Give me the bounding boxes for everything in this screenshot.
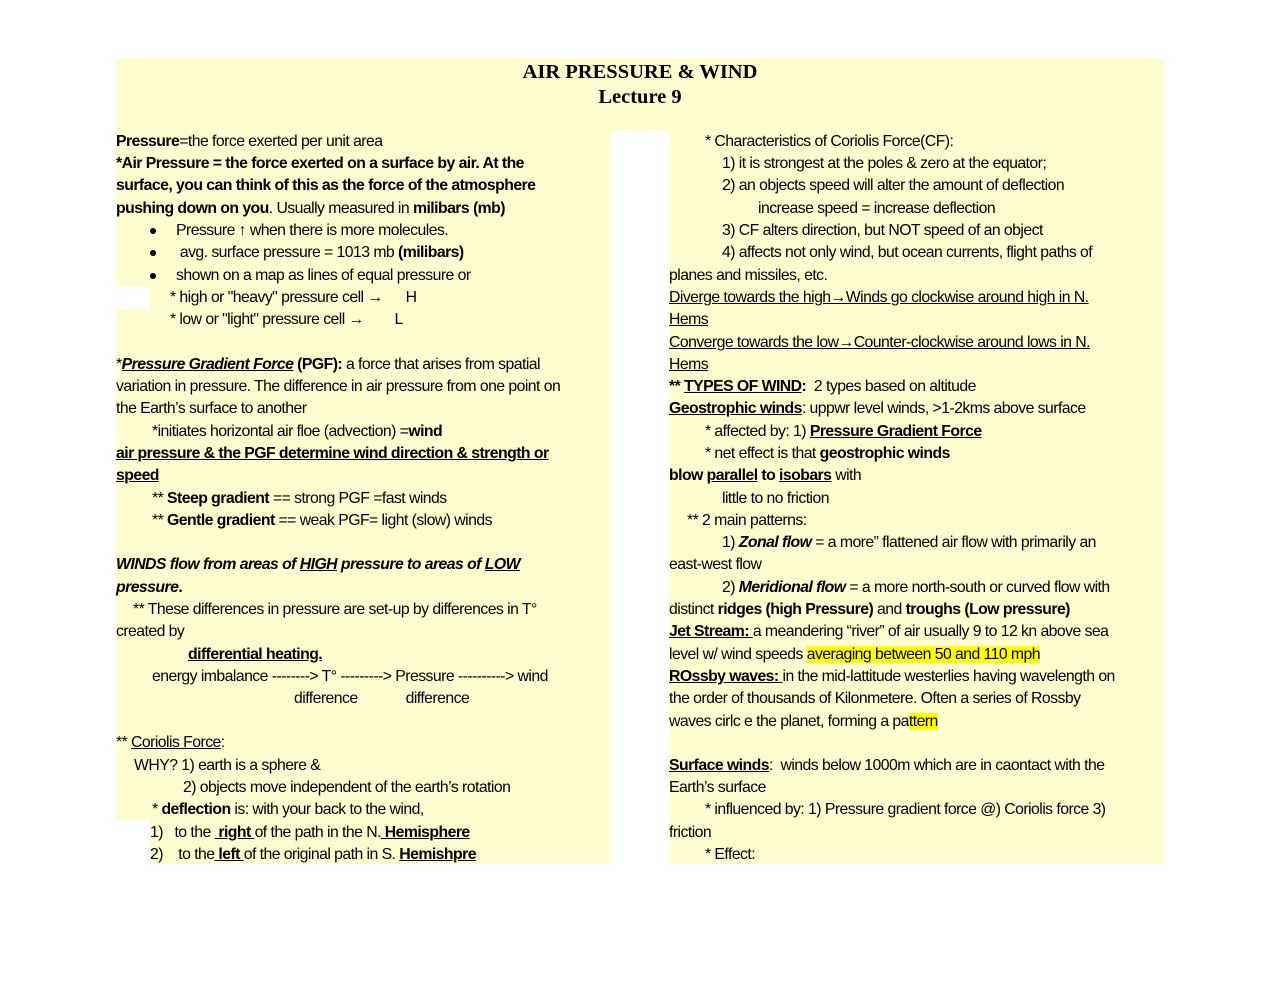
text: == strong PGF =fast winds	[269, 490, 447, 507]
list-item	[150, 844, 611, 866]
line: WHY? 1) earth is a sphere &	[134, 757, 321, 774]
line: 1) it is strongest at the poles & zero at the equator;	[722, 155, 1047, 172]
text: = a more” flattened air flow with primarily an	[811, 534, 1096, 551]
text: difference	[405, 690, 470, 707]
line: 3) CF alters direction, but NOT speed of an object	[722, 222, 1043, 239]
text: pressure	[116, 579, 179, 596]
line: 2) objects move independent of the earth’s rotation	[183, 779, 511, 796]
text: 2) to the	[150, 846, 215, 863]
text: difference	[294, 690, 358, 707]
text: milibars (mb)	[412, 200, 505, 217]
line	[669, 287, 1164, 309]
text: = a more north-south or curved flow with	[845, 579, 1110, 596]
line: 4) affects not only wind, but ocean currents, flight paths of	[722, 244, 1093, 261]
text: avg. surface pressure = 1013 mb	[176, 244, 399, 261]
document-header	[116, 58, 1164, 131]
line: * influenced by: 1) Pressure gradient force @) Coriolis force 3)	[705, 801, 1106, 818]
line	[705, 421, 1164, 443]
bullet-icon	[150, 250, 156, 256]
bullet-item	[150, 220, 611, 242]
line	[116, 732, 611, 754]
term-surface-winds: Surface winds	[669, 757, 769, 774]
text: LOW	[484, 556, 520, 573]
term-pgf: Pressure Gradient Force	[121, 356, 294, 373]
text: *	[116, 356, 122, 373]
term-pressure: Pressure	[116, 133, 180, 150]
text: == weak PGF= light (slow) winds	[274, 512, 492, 529]
text: **	[152, 490, 168, 507]
document-subtitle: Lecture 9	[598, 86, 682, 108]
text: * net effect is that	[705, 445, 820, 462]
left-column	[116, 131, 611, 864]
text: (PGF):	[293, 356, 343, 373]
line	[294, 688, 611, 710]
line	[669, 376, 1164, 398]
text: distinct	[669, 601, 718, 618]
line: increase speed = increase deflection	[758, 200, 996, 217]
text: Pressure Gradient Force	[809, 423, 982, 440]
line	[705, 443, 1164, 465]
text: waves cirlc e the planet, forming a pa	[669, 713, 909, 730]
text: level w/ wind speeds	[669, 646, 807, 663]
text: parallel	[706, 467, 758, 484]
line	[116, 198, 611, 220]
text: shown on a map as lines of equal pressure or	[176, 267, 471, 284]
text: =the force exerted per unit area	[179, 133, 383, 150]
line: Hems	[669, 356, 709, 373]
line	[669, 711, 1164, 733]
line: little to no friction	[722, 490, 829, 507]
text: isobars	[779, 467, 832, 484]
text: Steep gradient	[167, 490, 270, 507]
list-item	[150, 822, 611, 844]
line	[722, 577, 1164, 599]
text: Winds go clockwise around high in N.	[845, 289, 1089, 306]
text: *	[152, 801, 162, 818]
text: ridges (high Pressure)	[717, 601, 874, 618]
highlighted-text: ttern	[908, 713, 938, 730]
line: differential heating.	[188, 646, 323, 663]
line	[669, 465, 1164, 487]
margin-gap	[116, 820, 150, 864]
right-arrow-icon: →	[830, 289, 846, 306]
text: HIGH	[299, 556, 338, 573]
text: * high or "heavy" pressure cell	[170, 289, 368, 306]
text: deflection	[161, 801, 231, 818]
text: Diverge towards the high	[669, 289, 831, 306]
line: east-west flow	[669, 556, 762, 573]
text: a meandering “river” of air usually 9 to 12 kn above sea	[752, 623, 1109, 640]
text: left	[214, 846, 244, 863]
text: a force that arises from spatial	[342, 356, 540, 373]
line: 2) an objects speed will alter the amount of deflection	[722, 177, 1065, 194]
text: Hemisphere	[380, 824, 470, 841]
text: Pressure	[176, 222, 239, 239]
text: pushing down on you	[116, 200, 269, 217]
text: L	[363, 311, 403, 328]
line	[669, 332, 1164, 354]
line	[669, 644, 1164, 666]
line	[152, 488, 611, 510]
line: the Earth’s surface to another	[116, 400, 307, 417]
line: speed	[116, 467, 159, 484]
text: to	[757, 467, 780, 484]
bullet-icon	[150, 273, 156, 279]
line	[669, 599, 1164, 621]
bullet-icon	[150, 228, 156, 234]
text: Gentle gradient	[167, 512, 275, 529]
text: pressure to areas of	[337, 556, 485, 573]
text: :	[220, 734, 225, 751]
term-jet-stream: Jet Stream:	[669, 623, 753, 640]
line	[152, 799, 611, 821]
line: friction	[669, 824, 712, 841]
bullet-item	[150, 265, 611, 287]
margin-gap	[116, 287, 150, 309]
line	[669, 755, 1164, 777]
text: Hemishpre	[399, 846, 476, 863]
term-geostrophic: Geostrophic winds	[669, 400, 802, 417]
line	[669, 398, 1164, 420]
line: variation in pressure. The difference in air pressure from one point on	[116, 378, 561, 395]
text: 2 types based on altitude	[806, 378, 976, 395]
right-arrow-icon: →	[367, 289, 383, 306]
text: Zonal flow	[738, 534, 812, 551]
line: Hems	[669, 311, 709, 328]
text: in the mid-lattitude westerlies having wavelength on	[782, 668, 1115, 685]
line: Earth’s surface	[669, 779, 766, 796]
line	[722, 532, 1164, 554]
text: right	[214, 824, 255, 841]
line: *Air Pressure = the force exerted on a surface by air. At the	[116, 155, 524, 172]
text: TYPES OF WIND	[684, 378, 802, 395]
text: **	[669, 378, 685, 395]
line: created by	[116, 623, 185, 640]
text: with	[831, 467, 862, 484]
text: .	[178, 579, 183, 596]
line: * Characteristics of Coriolis Force(CF):	[705, 133, 954, 150]
line: surface, you can think of this as the force of the atmosphere	[116, 177, 536, 194]
text: *initiates horizontal air floe (advection) =	[152, 423, 409, 440]
text: geostrophic winds	[819, 445, 950, 462]
highlighted-text: averaging between 50 and 110 mph	[806, 646, 1041, 663]
line	[152, 421, 611, 443]
line: ** 2 main patterns:	[687, 512, 807, 529]
text: (milibars)	[398, 244, 464, 261]
line: air pressure & the PGF determine wind direction & strength or	[116, 445, 549, 462]
text: :	[801, 378, 807, 395]
term-coriolis: Coriolis Force	[131, 734, 221, 751]
line	[152, 510, 611, 532]
text: **	[116, 734, 132, 751]
line	[170, 309, 611, 331]
text: when there is more molecules.	[246, 222, 449, 239]
text: Meridional flow	[738, 579, 846, 596]
text: . Usually measured in	[268, 200, 413, 217]
text: WINDS flow from areas of	[116, 556, 300, 573]
text: 1)	[722, 534, 739, 551]
line: * Effect:	[705, 846, 756, 863]
line	[116, 554, 611, 576]
right-arrow-icon: →	[348, 311, 364, 328]
text: is: with your back to the wind,	[230, 801, 424, 818]
text: * affected by: 1)	[705, 423, 810, 440]
text: wind	[408, 423, 443, 440]
text: Counter-clockwise around lows in N.	[853, 334, 1090, 351]
text: of the path in the N.	[254, 824, 381, 841]
line	[669, 621, 1164, 643]
line	[116, 131, 611, 153]
text: **	[152, 512, 168, 529]
line: energy imbalance --------> T° ---------> Pressure ----------> wind	[152, 668, 548, 685]
right-column	[669, 131, 1164, 864]
line	[669, 666, 1164, 688]
text: of the original path in S.	[243, 846, 400, 863]
text: and	[873, 601, 906, 618]
term-rossby-waves: ROssby waves:	[669, 668, 783, 685]
text: troughs (Low pressure)	[905, 601, 1070, 618]
text: H	[382, 289, 417, 306]
text: blow	[669, 467, 707, 484]
text: 2)	[722, 579, 739, 596]
document-title: AIR PRESSURE & WIND	[522, 61, 758, 83]
text: : uppwr level winds, >1-2kms above surface	[801, 400, 1086, 417]
text: : winds below 1000m which are in caontact with the	[768, 757, 1105, 774]
line: the order of thousands of Kilonmetere. Often a series of Rossby	[669, 690, 1081, 707]
line: planes and missiles, etc.	[669, 267, 828, 284]
text: Converge towards the low	[669, 334, 839, 351]
right-arrow-icon: →	[838, 334, 854, 351]
line	[170, 287, 611, 309]
line	[116, 354, 611, 376]
up-arrow-icon: ↑	[238, 222, 247, 239]
line	[116, 577, 611, 599]
text: 1) to the	[150, 824, 215, 841]
line: ** These differences in pressure are set-up by differences in T°	[133, 601, 537, 618]
text: * low or "light" pressure cell	[170, 311, 349, 328]
bullet-item	[150, 242, 611, 264]
